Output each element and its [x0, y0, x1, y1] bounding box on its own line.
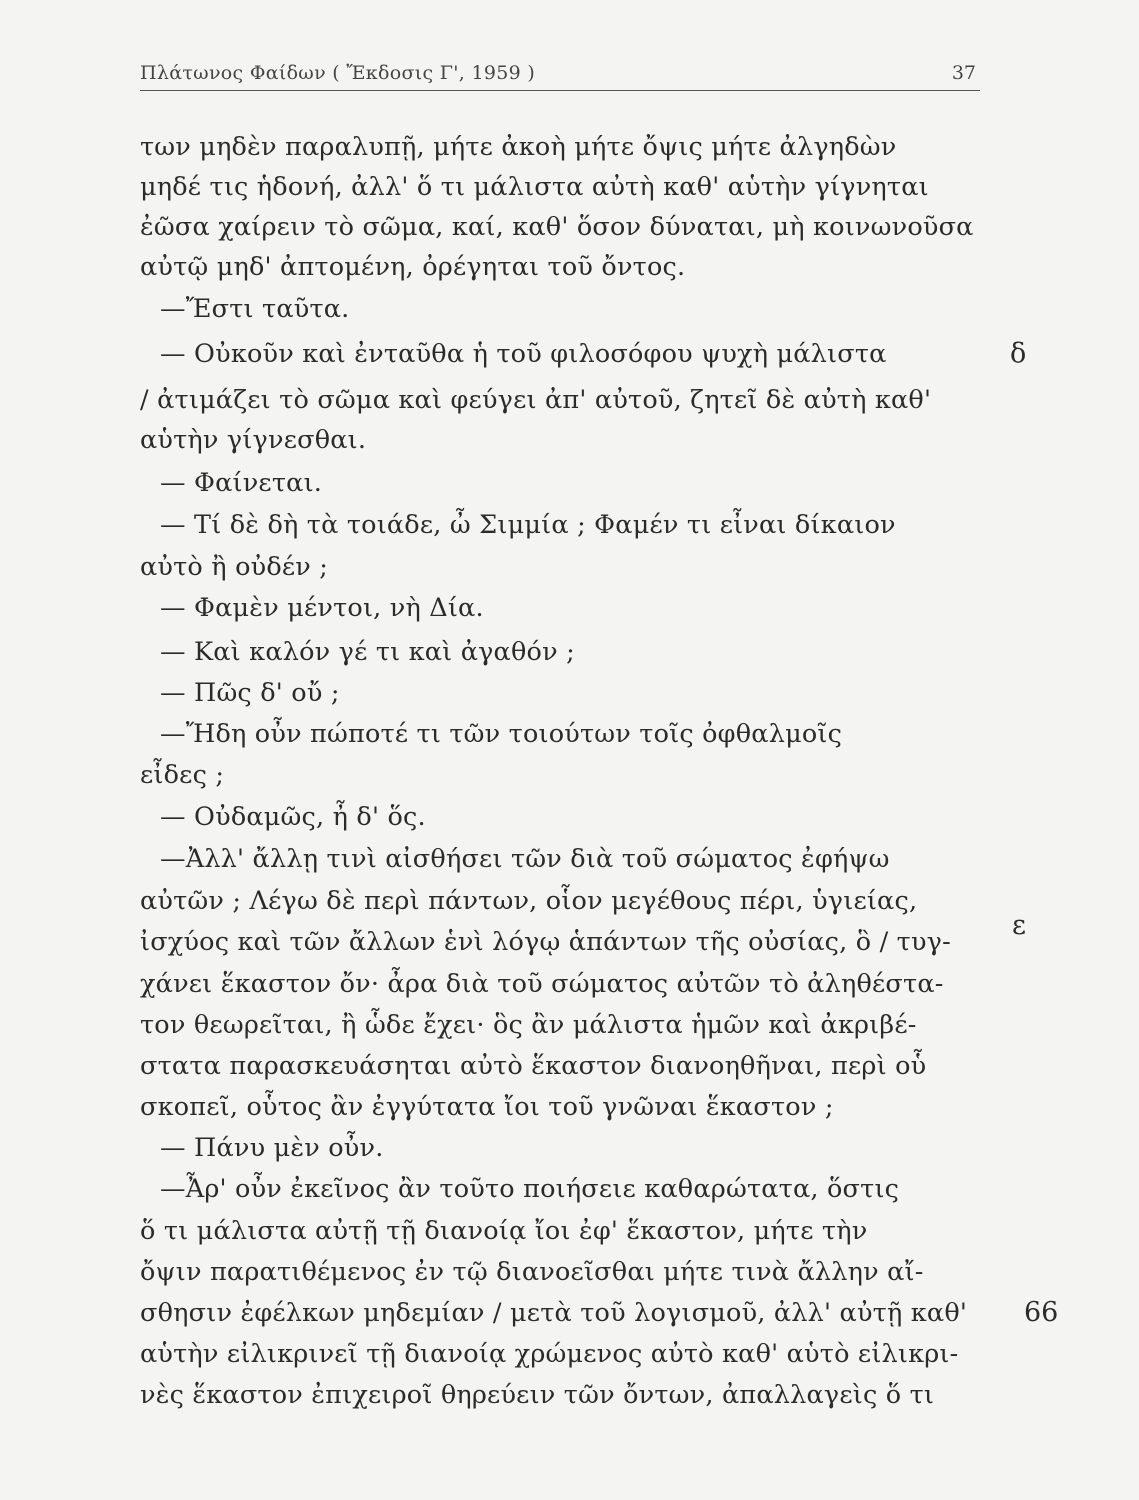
text-line: —Ἆρ' οὖν ἐκεῖνος ἂν τοῦτο ποιήσειε καθαρώτατα, ὅστις	[160, 1174, 900, 1204]
text-line: αὐτῷ μηδ' ἀπτομένη, ὀρέγηται τοῦ ὄντος.	[140, 252, 686, 282]
text-line: αὐτῶν ; Λέγω δὲ περὶ πάντων, οἷον μεγέθους πέρι, ὑγιείας,	[140, 886, 918, 916]
margin-stephanus-number: 66	[1024, 1297, 1059, 1328]
text-line: — Οὐκοῦν καὶ ἐνταῦθα ἡ τοῦ φιλοσόφου ψυχὴ μάλιστα	[160, 339, 887, 369]
text-line: στατα παρασκευάσηται αὐτὸ ἕκαστον διανοηθῆναι, περὶ οὗ	[140, 1051, 927, 1081]
text-line: — Φαίνεται.	[160, 468, 323, 498]
text-line: σθησιν ἐφέλκων μηδεμίαν / μετὰ τοῦ λογισμοῦ, ἀλλ' αὐτῇ καθ'	[140, 1298, 968, 1328]
text-line: ἰσχύος καὶ τῶν ἄλλων ἑνὶ λόγῳ ἁπάντων τῆς οὐσίας, ὃ / τυγ-	[140, 927, 951, 957]
text-line: αὐτὸ ἢ οὐδέν ;	[140, 552, 329, 582]
text-line: — Οὐδαμῶς, ἦ δ' ὅς.	[160, 802, 426, 832]
text-line: ὄψιν παρατιθέμενος ἐν τῷ διανοεῖσθαι μήτε τινὰ ἄλλην αἴ-	[140, 1257, 924, 1287]
text-line: — Καὶ καλόν γέ τι καὶ ἀγαθόν ;	[160, 637, 575, 667]
running-head	[140, 60, 980, 91]
text-line: —Ἤδη οὖν πώποτέ τι τῶν τοιούτων τοῖς ὀφθαλμοῖς	[160, 719, 843, 749]
text-line: αὑτὴν γίγνεσθαι.	[140, 425, 367, 455]
text-line: χάνει ἕκαστον ὄν· ἆρα διὰ τοῦ σώματος αὐτῶν τὸ ἀληθέστα-	[140, 969, 944, 999]
text-line: — Φαμὲν μέντοι, νὴ Δία.	[160, 593, 484, 623]
text-line: —Ἀλλ' ἄλλῃ τινὶ αἰσθήσει τῶν διὰ τοῦ σώματος ἐφήψω	[160, 844, 890, 874]
text-line: — Πάνυ μὲν οὖν.	[160, 1133, 384, 1163]
text-line: σκοπεῖ, οὗτος ἂν ἐγγύτατα ἴοι τοῦ γνῶναι ἕκαστον ;	[140, 1092, 834, 1122]
text-line: τον θεωρεῖται, ἢ ὧδε ἔχει· ὃς ἂν μάλιστα ἡμῶν καὶ ἀκριβέ-	[140, 1010, 917, 1040]
text-line: / ἀτιμάζει τὸ σῶμα καὶ φεύγει ἀπ' αὐτοῦ, ζητεῖ δὲ αὐτὴ καθ'	[140, 385, 932, 415]
text-line: μηδέ τις ἡδονή, ἀλλ' ὅ τι μάλιστα αὐτὴ καθ' αὑτὴν γίγνηται	[140, 172, 929, 202]
text-line: ἐῶσα χαίρειν τὸ σῶμα, καί, καθ' ὅσον δύναται, μὴ κοινωνοῦσα	[140, 212, 974, 242]
text-line: εἶδες ;	[140, 760, 225, 790]
margin-section-marker: ε	[1012, 910, 1026, 941]
margin-section-marker: δ	[1010, 338, 1027, 369]
text-line: ὅ τι μάλιστα αὐτῇ τῇ διανοίᾳ ἴοι ἐφ' ἕκαστον, μήτε τὴν	[140, 1216, 868, 1246]
text-line: των μηδὲν παραλυπῇ, μήτε ἀκοὴ μήτε ὄψις μήτε ἀλγηδὼν	[140, 132, 897, 162]
text-line: —Ἔστι ταῦτα.	[160, 294, 350, 324]
running-title: Πλάτωνος Φαίδων ( Ἔκδοσις Γ', 1959 )	[140, 62, 536, 84]
text-line: νὲς ἕκαστον ἐπιχειροῖ θηρεύειν τῶν ὄντων, ἀπαλλαγεὶς ὅ τι	[140, 1380, 935, 1410]
text-line: αὑτὴν εἰλικρινεῖ τῇ διανοίᾳ χρώμενος αὐτὸ καθ' αὑτὸ εἰλικρι-	[140, 1339, 959, 1369]
text-line: — Πῶς δ' οὔ ;	[160, 678, 340, 708]
page-number: 37	[951, 62, 976, 84]
text-line: — Τί δὲ δὴ τὰ τοιάδε, ὦ Σιμμία ; Φαμέν τι εἶναι δίκαιον	[160, 510, 896, 540]
